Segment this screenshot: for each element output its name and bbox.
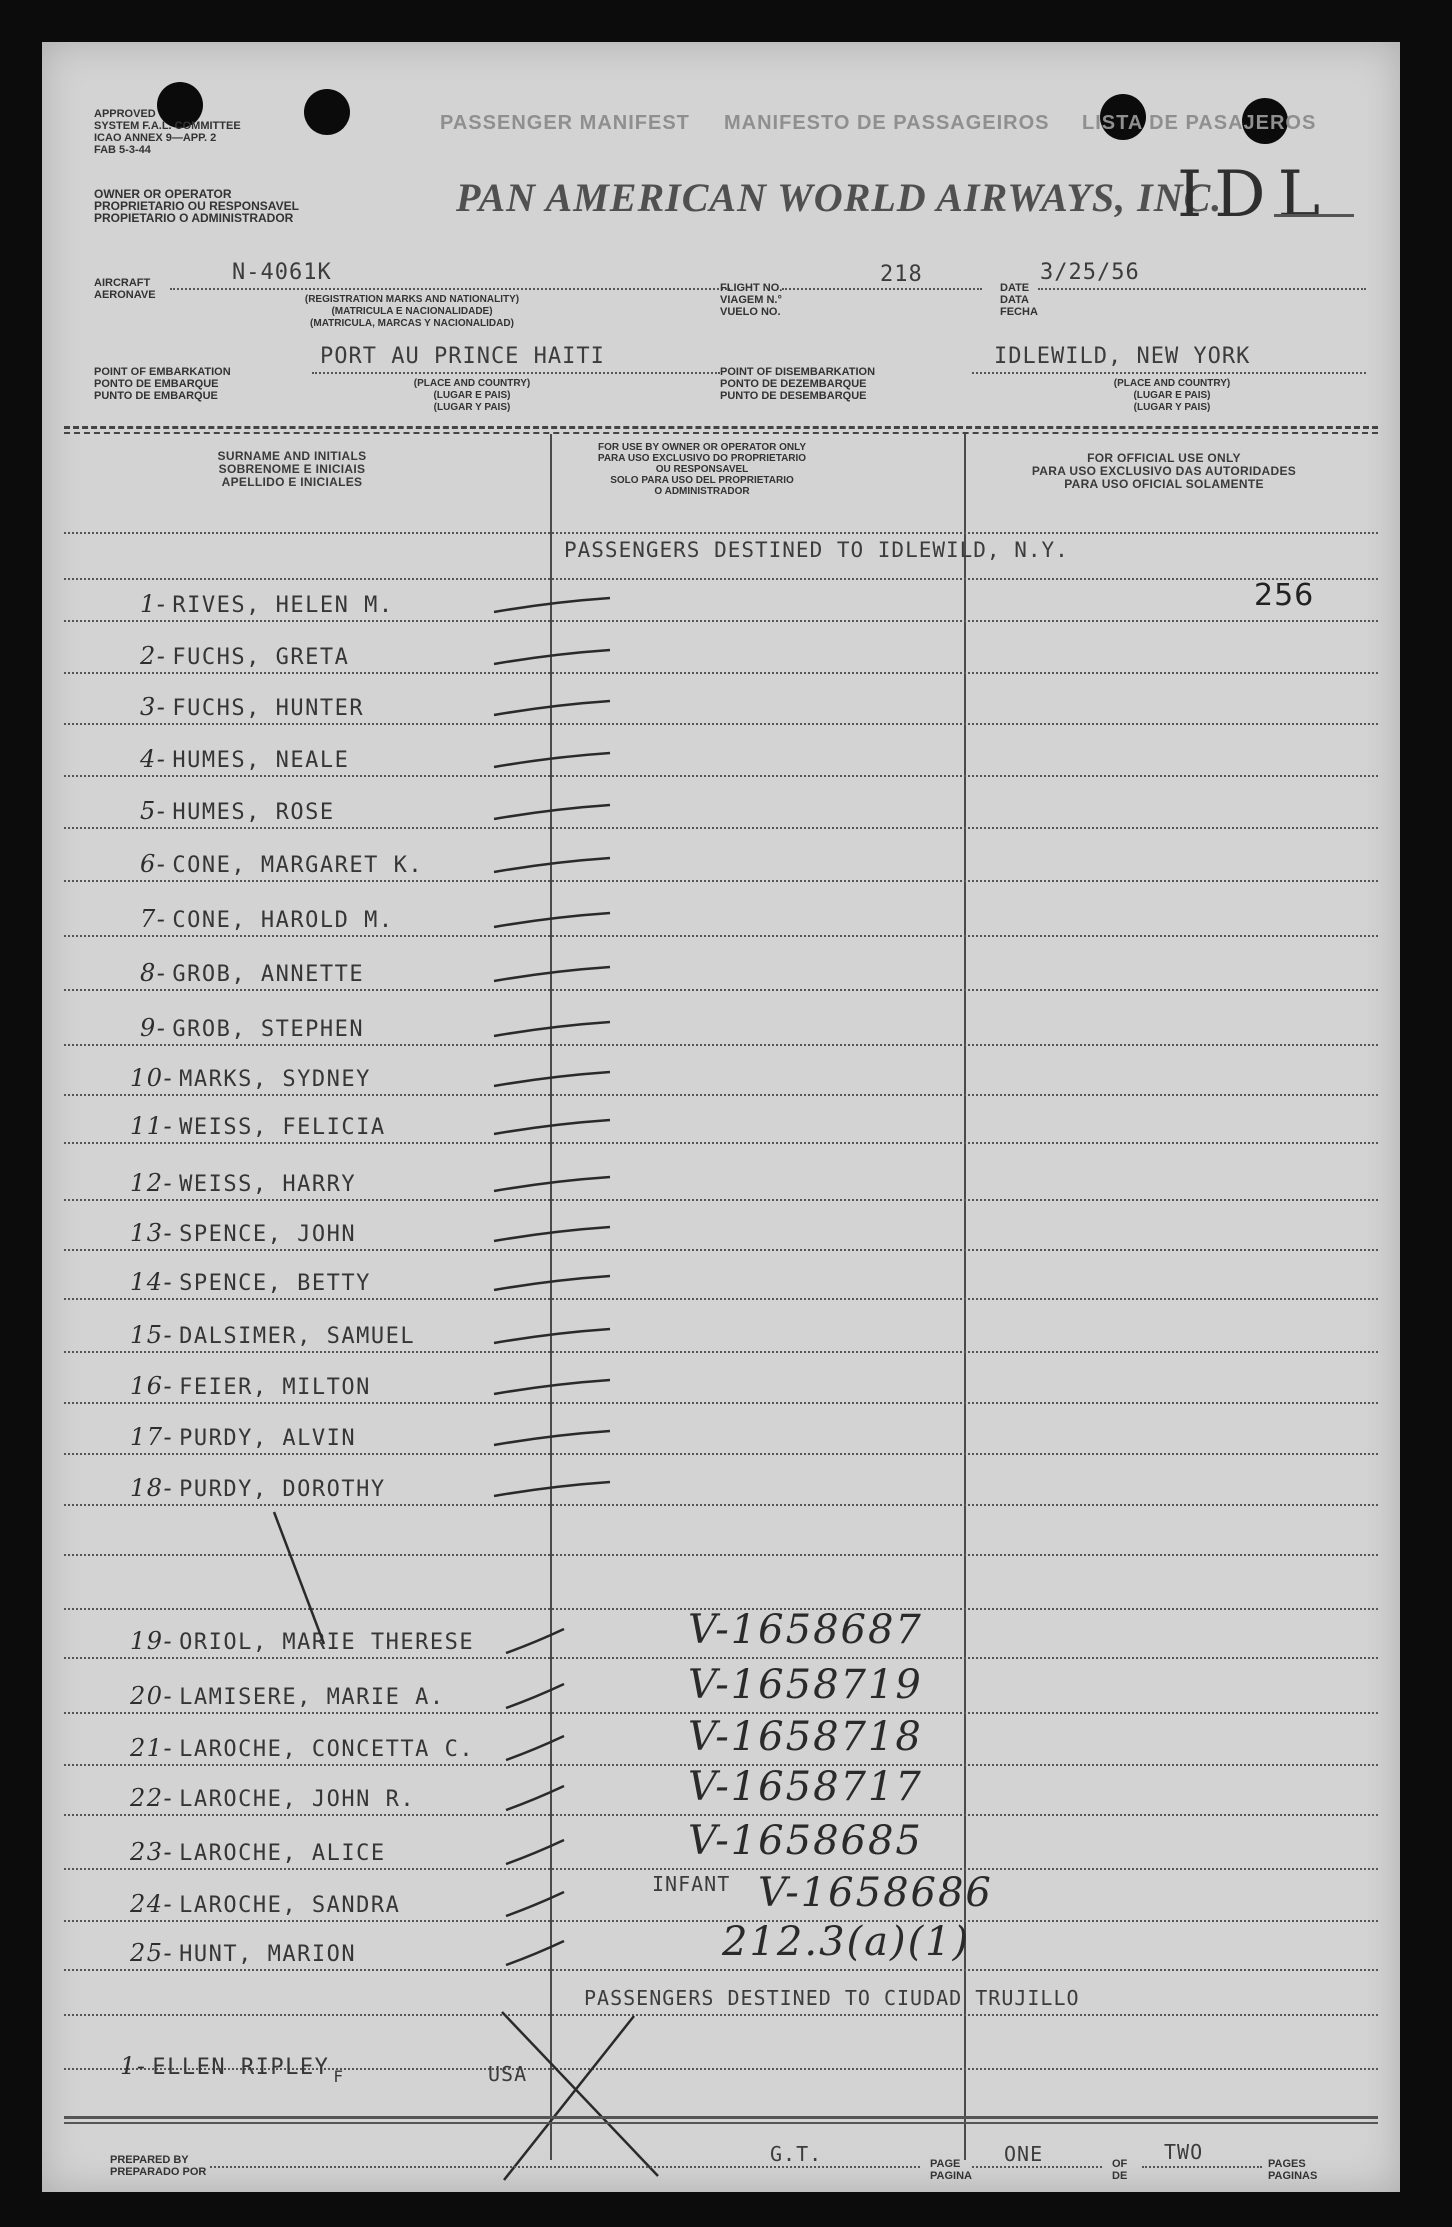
passenger-row (130, 1939, 356, 1967)
passenger-name: MARKS, SYDNEY (179, 1067, 371, 1092)
prepared-by-label (110, 2154, 206, 2178)
check-stroke (492, 905, 642, 935)
embarkation-label-line: POINT OF EMBARKATION (94, 366, 231, 378)
row-number: 5- (140, 797, 167, 825)
passenger-name: FEIER, MILTON (179, 1375, 371, 1400)
row-number: 18- (130, 1474, 174, 1502)
date-line (1038, 288, 1366, 290)
infant-label: INFANT (652, 1872, 731, 1896)
place-caption-line: (PLACE AND COUNTRY) (413, 378, 531, 389)
row-rule (64, 1453, 1378, 1455)
check-stroke (492, 642, 642, 672)
embarkation-line (312, 372, 720, 374)
passenger-row (140, 1014, 364, 1042)
row-rule (64, 1351, 1378, 1353)
row-rule (64, 1249, 1378, 1251)
passenger-sex: F (333, 2067, 345, 2086)
passenger-row (130, 1784, 415, 1812)
flight-label (720, 282, 782, 318)
footer-rule (64, 2116, 1378, 2119)
passenger-row (140, 745, 349, 773)
passenger-name: LAROCHE, JOHN R. (179, 1787, 416, 1812)
row-rule (64, 1094, 1378, 1096)
visa-number: V-1658718 (688, 1714, 923, 1760)
passenger-name: WEISS, FELICIA (179, 1115, 386, 1140)
date-value: 3/25/56 (1040, 260, 1140, 285)
row-rule (64, 532, 1378, 534)
row-number: 2- (140, 642, 167, 670)
passenger-nationality: USA (488, 2062, 528, 2086)
place-caption-line: (LUGAR Y PAIS) (433, 402, 511, 413)
title-english: PASSENGER MANIFEST (440, 112, 690, 134)
place-caption-line: (LUGAR E PAIS) (433, 390, 511, 401)
owner-label-line: PROPIETARIO O ADMINISTRADOR (94, 211, 294, 225)
passenger-name: ORIOL, MARIE THERESE (179, 1630, 475, 1655)
column-header-official-use (964, 452, 1364, 491)
row-rule (64, 620, 1378, 622)
company-name: PAN AMERICAN WORLD AIRWAYS, INC. (456, 175, 1223, 220)
column-header-line: OU RESPONSAVEL (655, 464, 749, 475)
check-stroke (492, 1268, 642, 1298)
header-rule (64, 432, 1378, 434)
passenger-name: FUCHS, HUNTER (172, 696, 365, 721)
manifest-sheet (42, 42, 1400, 2192)
column-header-line: FOR OFFICIAL USE ONLY (1087, 451, 1241, 465)
check-stroke (492, 693, 642, 723)
passenger-name: RIVES, HELEN M. (172, 593, 394, 618)
row-number: 14- (130, 1268, 174, 1296)
row-number: 23- (130, 1838, 174, 1866)
row-number: 16- (130, 1372, 174, 1400)
check-stroke (504, 1890, 654, 1920)
column-header-names (102, 450, 482, 489)
passenger-name: HUMES, ROSE (172, 800, 335, 825)
of-label-line: OF (1112, 2158, 1128, 2170)
section-heading-ciudad-trujillo: PASSENGERS DESTINED TO CIUDAD TRUJILLO (584, 1986, 1080, 2010)
column-header-line: FOR USE BY OWNER OR OPERATOR ONLY (598, 442, 806, 453)
passenger-row (140, 797, 335, 825)
row-rule (64, 1969, 1378, 1971)
owner-label-line: OWNER OR OPERATOR (94, 187, 232, 201)
prepared-label-line: PREPARADO POR (110, 2166, 207, 2178)
row-rule (64, 2014, 1378, 2016)
column-header-line: PARA USO EXCLUSIVO DO PROPRIETARIO (597, 453, 807, 464)
of-value: TWO (1164, 2140, 1204, 2164)
row-number: 1- (120, 2052, 147, 2080)
row-rule (64, 1814, 1378, 1816)
of-line (1142, 2166, 1262, 2168)
row-number: 8- (140, 959, 167, 987)
prepared-by-line (210, 2166, 920, 2168)
check-stroke (492, 745, 642, 775)
row-rule (64, 880, 1378, 882)
flight-value: 218 (880, 262, 923, 287)
visa-number: V-1658719 (688, 1662, 923, 1708)
passenger-name: LAROCHE, CONCETTA C. (179, 1737, 475, 1762)
visa-number: V-1658717 (688, 1764, 923, 1810)
passenger-name: HUNT, MARION (179, 1942, 357, 1967)
visa-number: V-1658686 (758, 1870, 993, 1916)
passenger-row (130, 1219, 356, 1247)
row-number: 15- (130, 1321, 174, 1349)
of-label-line: DE (1112, 2170, 1128, 2182)
check-stroke (492, 959, 642, 989)
disembarkation-line (972, 372, 1366, 374)
row-number: 13- (130, 1219, 174, 1247)
check-stroke (492, 1219, 642, 1249)
check-stroke (492, 850, 642, 880)
section2-passenger-row (120, 2052, 344, 2086)
approval-line: ICAO ANNEX 9—APP. 2 (94, 132, 217, 144)
row-rule (64, 827, 1378, 829)
owner-label (94, 188, 299, 224)
row-rule (64, 723, 1378, 725)
ditto-stroke (262, 1508, 342, 1648)
passenger-row (130, 1838, 386, 1866)
check-stroke (492, 1372, 642, 1402)
row-rule (64, 1199, 1378, 1201)
passenger-row (130, 1682, 445, 1710)
column-header-line: PARA USO EXCLUSIVO DAS AUTORIDADES (1031, 464, 1297, 478)
approval-line: APPROVED (94, 108, 156, 120)
date-label (1000, 282, 1038, 318)
row-number: 11- (130, 1112, 174, 1140)
title-spanish: LISTA DE PASAJEROS (1082, 112, 1317, 134)
row-number: 1- (140, 590, 167, 618)
approval-block (94, 108, 241, 156)
passenger-row (140, 642, 349, 670)
owner-label-line: PROPRIETARIO OU RESPONSAVEL (94, 199, 299, 213)
disembarkation-label-line: POINT OF DISEMBARKATION (720, 366, 876, 378)
pages-label-line: PAGES (1268, 2158, 1306, 2170)
passenger-name: CONE, MARGARET K. (172, 853, 424, 878)
approval-line: SYSTEM F.A.L. COMMITTEE (94, 120, 241, 132)
disembarkation-label-line: PONTO DE DEZEMBARQUE (720, 378, 867, 390)
pages-label (1268, 2158, 1317, 2182)
page-label-line: PAGINA (930, 2170, 972, 2182)
disembarkation-value: IDLEWILD, NEW YORK (994, 344, 1251, 369)
row-rule (64, 1504, 1378, 1506)
row-rule (64, 989, 1378, 991)
column-header-owner-use (552, 442, 852, 497)
passenger-row (130, 1112, 386, 1140)
pages-label-line: PAGINAS (1268, 2170, 1318, 2182)
prepared-by-value: G.T. (770, 2142, 823, 2166)
passenger-row (130, 1734, 474, 1762)
row-rule (64, 1142, 1378, 1144)
registration-caption-line: (REGISTRATION MARKS AND NATIONALITY) (304, 294, 520, 305)
disembarkation-place-caption (1082, 378, 1262, 414)
check-stroke (492, 1014, 642, 1044)
column-header-line: SOLO PARA USO DEL PROPRIETARIO (610, 475, 794, 486)
row-number: 19- (130, 1627, 174, 1655)
row-rule (64, 1298, 1378, 1300)
of-label (1112, 2158, 1127, 2182)
column-header-line: SOBRENOME E INICIAIS (218, 462, 366, 476)
check-stroke (492, 1474, 642, 1504)
passenger-name: PURDY, DOROTHY (179, 1477, 386, 1502)
check-stroke (492, 1112, 642, 1142)
date-label-line: DATE (1000, 282, 1030, 294)
row-rule (64, 1920, 1378, 1922)
aircraft-line (170, 288, 730, 290)
row-number: 20- (130, 1682, 174, 1710)
passenger-row (140, 590, 394, 618)
aircraft-label-line: AERONAVE (94, 289, 156, 301)
check-stroke (504, 1734, 654, 1764)
embarkation-label (94, 366, 231, 402)
passenger-row (130, 1268, 371, 1296)
passenger-row (130, 1474, 386, 1502)
registration-caption (282, 294, 542, 330)
row-number: 4- (140, 745, 167, 773)
approval-line: FAB 5-3-44 (94, 144, 151, 156)
passenger-row (140, 905, 394, 933)
passenger-name: GROB, ANNETTE (172, 962, 365, 987)
passenger-name: WEISS, HARRY (179, 1172, 357, 1197)
visa-number: 212.3(a)(1) (722, 1919, 971, 1965)
embarkation-value: PORT AU PRINCE HAITI (320, 344, 605, 369)
passenger-name: PURDY, ALVIN (179, 1426, 357, 1451)
row-number: 10- (130, 1064, 174, 1092)
passenger-name: HUMES, NEALE (172, 748, 350, 773)
page-line (972, 2166, 1102, 2168)
passenger-name: LAMISERE, MARIE A. (179, 1685, 445, 1710)
check-stroke (492, 1064, 642, 1094)
row-number: 21- (130, 1734, 174, 1762)
row-rule (64, 672, 1378, 674)
passenger-name: FUCHS, GRETA (172, 645, 350, 670)
code-underline (1274, 214, 1354, 217)
official-number: 256 (1254, 578, 1315, 613)
date-label-line: DATA (1000, 294, 1029, 306)
handwritten-code: IDL (1177, 158, 1333, 232)
passenger-row (130, 1064, 371, 1092)
check-stroke (504, 1682, 654, 1712)
page-label (930, 2158, 972, 2182)
row-rule (64, 1868, 1378, 1870)
passenger-name: GROB, STEPHEN (172, 1017, 365, 1042)
page-label-line: PAGE (930, 2158, 961, 2170)
embarkation-label-line: PONTO DE EMBARQUE (94, 378, 219, 390)
passenger-name: DALSIMER, SAMUEL (179, 1324, 416, 1349)
flight-label-line: FLIGHT NO. (720, 282, 783, 294)
passenger-name: SPENCE, JOHN (179, 1222, 357, 1247)
row-rule (64, 1044, 1378, 1046)
flight-label-line: VUELO NO. (720, 306, 781, 318)
punch-hole (304, 89, 350, 135)
passenger-row (130, 1169, 356, 1197)
column-header-line: SURNAME AND INITIALS (217, 449, 367, 463)
title-portuguese: MANIFESTO DE PASSAGEIROS (724, 112, 1050, 134)
aircraft-value: N-4061K (232, 260, 332, 285)
disembarkation-label (720, 366, 875, 402)
check-stroke (492, 1169, 642, 1199)
row-number: 3- (140, 693, 167, 721)
row-rule (64, 1657, 1378, 1659)
aircraft-label (94, 277, 156, 301)
flight-label-line: VIAGEM N.° (720, 294, 782, 306)
passenger-name: ELLEN RIPLEY (152, 2055, 330, 2080)
passenger-row (130, 1890, 400, 1918)
embarkation-place-caption (382, 378, 562, 414)
visa-number: V-1658687 (688, 1607, 923, 1653)
passenger-name: LAROCHE, SANDRA (179, 1893, 401, 1918)
prepared-label-line: PREPARED BY (110, 2154, 189, 2166)
check-stroke (492, 797, 642, 827)
row-number: 22- (130, 1784, 174, 1812)
passenger-name: CONE, HAROLD M. (172, 908, 394, 933)
column-header-line: APELLIDO E INICIALES (221, 475, 363, 489)
check-stroke (492, 590, 642, 620)
check-stroke (492, 1321, 642, 1351)
registration-caption-line: (MATRICULA, MARCAS Y NACIONALIDAD) (310, 318, 514, 329)
passenger-row (140, 850, 423, 878)
row-number: 6- (140, 850, 167, 878)
flight-line (782, 288, 982, 290)
embarkation-label-line: PUNTO DE EMBARQUE (94, 390, 218, 402)
row-rule (64, 1402, 1378, 1404)
passenger-row (130, 1372, 371, 1400)
row-rule (64, 578, 1378, 580)
check-stroke (504, 1784, 654, 1814)
check-stroke (504, 1939, 654, 1969)
place-caption-line: (LUGAR E PAIS) (1133, 390, 1211, 401)
row-number: 7- (140, 905, 167, 933)
passenger-row (140, 693, 364, 721)
passenger-row (130, 1423, 356, 1451)
passenger-name: LAROCHE, ALICE (179, 1841, 386, 1866)
page-value: ONE (1004, 2142, 1044, 2166)
place-caption-line: (PLACE AND COUNTRY) (1113, 378, 1231, 389)
disembarkation-label-line: PUNTO DE DESEMBARQUE (720, 390, 867, 402)
date-label-line: FECHA (1000, 306, 1038, 318)
check-stroke (492, 1423, 642, 1453)
registration-caption-line: (MATRICULA E NACIONALIDADE) (331, 306, 493, 317)
footer-rule (64, 2122, 1378, 2124)
passenger-name: SPENCE, BETTY (179, 1271, 371, 1296)
row-number: 24- (130, 1890, 174, 1918)
passenger-row (130, 1321, 415, 1349)
column-header-line: O ADMINISTRADOR (654, 486, 750, 497)
column-header-line: PARA USO OFICIAL SOLAMENTE (1064, 477, 1264, 491)
row-number: 25- (130, 1939, 174, 1967)
row-number: 9- (140, 1014, 167, 1042)
row-rule (64, 935, 1378, 937)
check-stroke (504, 1838, 654, 1868)
row-number: 17- (130, 1423, 174, 1451)
passenger-row (140, 959, 364, 987)
cross-out-mark (482, 2004, 682, 2184)
section-heading-idlewild: PASSENGERS DESTINED TO IDLEWILD, N.Y. (564, 538, 1069, 562)
row-rule (64, 775, 1378, 777)
row-number: 12- (130, 1169, 174, 1197)
aircraft-label-line: AIRCRAFT (94, 277, 151, 289)
place-caption-line: (LUGAR Y PAIS) (1133, 402, 1211, 413)
visa-number: V-1658685 (688, 1818, 923, 1864)
check-stroke (504, 1627, 654, 1657)
header-rule (64, 426, 1378, 429)
